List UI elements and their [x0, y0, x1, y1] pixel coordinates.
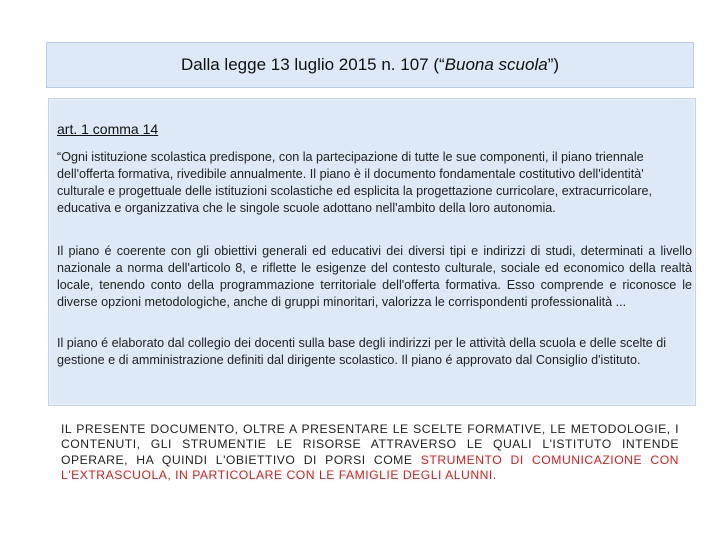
article-paragraph-2: Il piano é coerente con gli obiettivi generali ed educativi dei diversi tipi e indirizzi di studi, determinati a livello nazionale a norma dell'articolo 8, e riflette le esigenze del contesto culturale, sociale ed economico della realtà locale, tenendo conto della programmazione territoriale dell'offerta formativa. Esso comprende e riconosce le diverse opzioni metodologiche, anche di gruppi minoritari, valorizza le corrispondenti professionalità ... [57, 244, 692, 309]
title-text-end: ”) [547, 55, 560, 74]
title-box [46, 42, 694, 88]
note-highlight: STRUMENTO DI COMUNICAZIONE CON L'EXTRASCUOLA, IN PARTICOLARE CON LE FAMIGLIE DEGLI ALUNNI. [61, 452, 679, 483]
article-heading: art. 1 comma 14 [57, 121, 159, 137]
title-text-start: Dalla legge 13 luglio 2015 n. 107 (“ [180, 55, 445, 74]
note-text: IL PRESENTE DOCUMENTO, OLTRE A PRESENTARE LE SCELTE FORMATIVE, LE METODOLOGIE, I CONTENUTI, GLI STRUMENTIE LE RISORSE ATTRAVERSO LE QUALI L'ISTITUTO INTENDE OPERARE, HA QUINDI L'OBIETTIVO DI PORSI COME [61, 422, 679, 467]
document-note [61, 422, 679, 484]
title-italic-text: Buona scuola [444, 55, 548, 74]
article-paragraph-3: Il piano é elaborato dal collegio dei docenti sulla base degli indirizzi per le attività della scuola e delle scelte di gestione e di amministrazione definiti dal dirigente scolastico. Il piano é approvato dal Consiglio d'istituto. [57, 336, 667, 367]
article-box [48, 98, 696, 406]
page-title [181, 55, 559, 75]
article-paragraph-1: “Ogni istituzione scolastica predispone, con la partecipazione di tutte le sue componenti, il piano triennale dell'offerta formativa, rivedibile annualmente. Il piano è il documento fondamentale costitutivo dell'identità' culturale e progettuale delle istituzioni scolastiche ed esplicita la progettazione curricolare, extracurricolare, educativa e organizzativa che le singole scuole adottano nell'ambito della loro autonomia. [57, 150, 653, 215]
